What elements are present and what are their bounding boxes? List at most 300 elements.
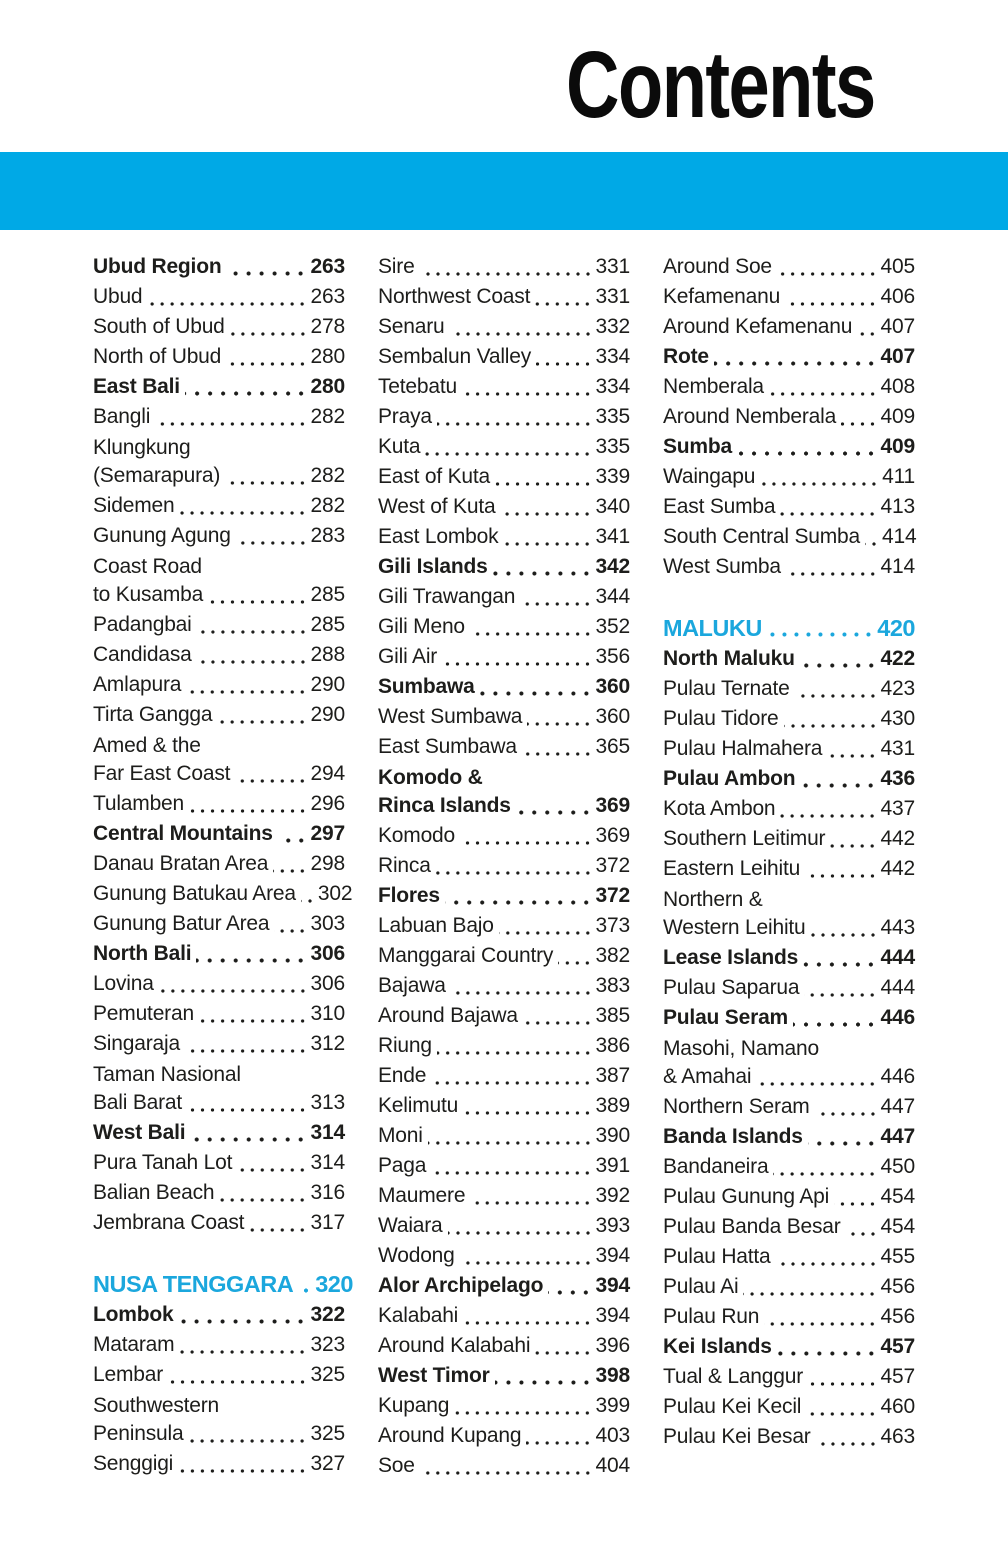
toc-entry-label-line1: Masohi, Namano	[663, 1037, 819, 1060]
toc-page-number: 320	[315, 1271, 353, 1297]
toc-entry-row	[663, 854, 915, 884]
toc-entry-label: Singaraja	[93, 1032, 180, 1055]
toc-entry-row	[663, 1212, 915, 1242]
toc-entry-row	[663, 1182, 915, 1212]
dot-leader	[155, 422, 307, 426]
toc-entry-label: Padangbai	[93, 613, 192, 636]
toc-entry-label: Komodo	[378, 824, 456, 847]
dot-leader	[827, 754, 877, 758]
toc-page-number: 404	[595, 1454, 630, 1477]
dot-leader	[523, 1021, 593, 1025]
toc-page-number: 288	[310, 643, 345, 666]
toc-entry-label: Bajawa	[378, 974, 446, 997]
dot-leader	[526, 1441, 592, 1445]
toc-entry-label: Northwest Coast	[378, 285, 531, 308]
toc-entry-label: Maumere	[378, 1184, 466, 1207]
toc-entry-row	[378, 1151, 630, 1181]
dot-leader	[786, 572, 878, 576]
toc-entry-row	[378, 252, 630, 282]
dot-leader	[806, 1412, 877, 1416]
dot-leader	[437, 422, 593, 426]
toc-page-number: 383	[595, 974, 630, 997]
toc-entry-label: Rinca	[378, 854, 431, 877]
toc-entry-row	[93, 1300, 345, 1330]
toc-page-number: 360	[595, 675, 630, 698]
toc-entry-row	[378, 582, 630, 612]
dot-leader	[804, 993, 877, 997]
dot-leader	[816, 1442, 878, 1446]
toc-page-number: 387	[595, 1064, 630, 1087]
toc-entry-label: Soe	[378, 1454, 415, 1477]
toc-entry-row	[93, 1029, 345, 1059]
toc-entry-row	[663, 1033, 915, 1092]
toc-page-number: 369	[595, 824, 630, 847]
toc-entry-label: Sembalun Valley	[378, 345, 532, 368]
dot-leader	[431, 1081, 592, 1085]
dot-leader	[420, 272, 593, 276]
toc-entry-row	[93, 610, 345, 640]
dot-leader	[188, 1439, 307, 1443]
toc-entry-label: Kupang	[378, 1394, 450, 1417]
toc-entry-row	[663, 492, 915, 522]
dot-leader	[460, 1261, 593, 1265]
toc-entry-row	[378, 1031, 630, 1061]
toc-page-number: 325	[310, 1422, 345, 1445]
toc-entry-label: Labuan Bajo	[378, 914, 494, 937]
toc-entry-label: Kalabahi	[378, 1304, 459, 1327]
toc-page-number: 316	[310, 1181, 345, 1204]
toc-entry-row	[663, 1003, 915, 1033]
toc-entry-label: Tirta Gangga	[93, 703, 213, 726]
toc-page-number: 457	[880, 1365, 915, 1388]
toc-entry-row	[378, 552, 630, 582]
toc-entry-row	[378, 1391, 630, 1421]
toc-entry-label: MALUKU	[663, 615, 762, 641]
toc-page-number: 456	[880, 1275, 915, 1298]
dot-leader	[527, 722, 592, 726]
toc-entry-row	[93, 372, 345, 402]
dot-leader	[857, 332, 877, 336]
toc-entry-label: NUSA TENGGARA	[93, 1271, 294, 1297]
toc-entry-label: Northern Seram	[663, 1095, 810, 1118]
toc-page-number: 430	[880, 707, 915, 730]
toc-entry-label: Jembrana Coast	[93, 1211, 245, 1234]
toc-entry-row	[663, 1242, 915, 1272]
toc-page-number: 443	[880, 916, 915, 939]
toc-entry-label: Paga	[378, 1154, 427, 1177]
dot-leader	[454, 1411, 592, 1415]
dot-leader	[189, 809, 308, 813]
toc-entry-row	[378, 732, 630, 762]
dot-leader	[428, 1141, 593, 1145]
toc-entry-row	[663, 462, 915, 492]
toc-entry-row	[663, 824, 915, 854]
dot-leader	[764, 1322, 877, 1326]
toc-entry-label: Senaru	[378, 315, 445, 338]
toc-entry-label: East Bali	[93, 375, 180, 398]
dot-leader	[737, 451, 878, 456]
dot-leader	[795, 694, 878, 698]
toc-entry-row	[93, 521, 345, 551]
toc-entry-row	[378, 1301, 630, 1331]
toc-entry-label: West Bali	[93, 1121, 186, 1144]
toc-page-number: 285	[310, 583, 345, 606]
toc-entry-row	[663, 704, 915, 734]
toc-page-number: 332	[595, 315, 630, 338]
toc-page-number: 372	[595, 884, 630, 907]
toc-entry-label: Gunung Agung	[93, 524, 231, 547]
toc-entry-row	[663, 734, 915, 764]
toc-entry-row	[378, 1271, 630, 1301]
dot-leader	[436, 871, 593, 875]
toc-entry-label-line1: Coast Road	[93, 555, 202, 578]
dot-leader	[197, 660, 308, 664]
toc-entry-label: Riung	[378, 1034, 432, 1057]
toc-page-number: 290	[310, 673, 345, 696]
dot-leader	[460, 841, 593, 845]
toc-page-number: 302	[317, 882, 353, 905]
dot-leader	[522, 752, 593, 756]
dot-leader	[784, 724, 878, 728]
toc-entry-label-line1: Klungkung	[93, 436, 191, 459]
toc-entry-row	[378, 1001, 630, 1031]
toc-page-number: 405	[880, 255, 915, 278]
dot-leader	[760, 482, 879, 486]
toc-page-number: 327	[310, 1452, 345, 1475]
dot-leader	[185, 1049, 308, 1053]
toc-page-number: 365	[595, 735, 630, 758]
dot-leader	[535, 1351, 592, 1355]
toc-entry-row	[93, 640, 345, 670]
toc-entry-label: Sidemen	[93, 494, 175, 517]
toc-page-number: 450	[880, 1155, 915, 1178]
toc-page-number: 403	[595, 1424, 630, 1447]
toc-page-number: 396	[595, 1334, 630, 1357]
dot-leader	[274, 929, 307, 933]
toc-page-number: 411	[882, 465, 915, 488]
toc-entry-label: Danau Bratan Area	[93, 852, 269, 875]
toc-page-number: 341	[595, 525, 630, 548]
toc-entry-label: Gunung Batur Area	[93, 912, 270, 935]
toc-page-number: 317	[310, 1211, 345, 1234]
toc-entry-row	[663, 674, 915, 704]
page-title: Contents	[566, 32, 875, 138]
toc-page-number: 407	[880, 315, 915, 338]
dot-leader	[808, 1141, 878, 1146]
dot-leader	[199, 1019, 308, 1023]
toc-entry-row	[378, 282, 630, 312]
toc-entry-row	[663, 644, 915, 674]
toc-entry-row	[663, 794, 915, 824]
toc-page-number: 423	[880, 677, 915, 700]
toc-entry-label: Senggigi	[93, 1452, 174, 1475]
dot-leader	[442, 662, 592, 666]
toc-page-number: 407	[880, 345, 915, 368]
toc-entry-row	[378, 1181, 630, 1211]
dot-leader	[226, 271, 307, 276]
toc-entry-label: Pemuteran	[93, 1002, 194, 1025]
toc-page-number: 391	[595, 1154, 630, 1177]
toc-entry-label-line1: Amed & the	[93, 734, 201, 757]
toc-entry-label: Around Nemberala	[663, 405, 837, 428]
toc-page-number: 306	[310, 942, 345, 965]
toc-entry-row	[93, 1178, 345, 1208]
toc-page-number: 356	[595, 645, 630, 668]
dot-leader	[535, 302, 592, 306]
toc-page-number: 408	[880, 375, 915, 398]
dot-leader	[278, 838, 308, 843]
toc-entry-label: Around Kupang	[378, 1424, 522, 1447]
toc-entry-row	[378, 1121, 630, 1151]
toc-entry-row	[378, 1421, 630, 1451]
dot-leader	[865, 542, 879, 546]
toc-entry-row	[663, 973, 915, 1003]
dot-leader	[230, 332, 308, 336]
toc-page-number: 409	[880, 405, 915, 428]
toc-entry-label: East Sumba	[663, 495, 776, 518]
toc-entry-label: Kota Ambon	[663, 797, 776, 820]
dot-leader	[225, 481, 307, 485]
dot-leader	[777, 1351, 878, 1356]
toc-page-number: 385	[595, 1004, 630, 1027]
dot-leader	[431, 1171, 592, 1175]
toc-entry-label: Moni	[378, 1124, 423, 1147]
toc-entry-label: Pulau Saparua	[663, 976, 800, 999]
toc-entry-row	[378, 342, 630, 372]
toc-entry-label: Gili Meno	[378, 615, 465, 638]
dot-leader	[805, 874, 877, 878]
toc-page-number: 335	[595, 405, 630, 428]
toc-entry-label: Pulau Ternate	[663, 677, 790, 700]
dot-leader	[196, 958, 307, 963]
toc-entry-row	[378, 851, 630, 881]
toc-entry-label: Pura Tanah Lot	[93, 1151, 233, 1174]
dot-leader	[425, 452, 592, 456]
toc-page-number: 455	[880, 1245, 915, 1268]
toc-entry-row	[378, 672, 630, 702]
toc-page-number: 460	[880, 1395, 915, 1418]
dot-leader	[217, 720, 307, 724]
dot-leader	[159, 989, 308, 993]
dot-leader	[536, 362, 593, 366]
dot-leader	[493, 571, 593, 576]
toc-page-number: 442	[880, 857, 915, 880]
dot-leader	[785, 302, 877, 306]
toc-entry-label: Bandaneira	[663, 1155, 769, 1178]
toc-entry-label: Pulau Gunung Api	[663, 1185, 830, 1208]
toc-page-number: 409	[880, 435, 915, 458]
toc-page-number: 335	[595, 435, 630, 458]
toc-page-number: 463	[880, 1425, 915, 1448]
dot-leader	[780, 814, 877, 818]
toc-page-number: 352	[595, 615, 630, 638]
toc-page-number: 334	[595, 375, 630, 398]
toc-page-number: 389	[595, 1094, 630, 1117]
toc-entry-row	[378, 881, 630, 911]
toc-entry-row	[663, 1122, 915, 1152]
toc-page-number: 393	[595, 1214, 630, 1237]
toc-entry-label: Lombok	[93, 1303, 174, 1326]
dot-leader	[185, 391, 308, 396]
toc-page-number: 314	[310, 1121, 345, 1144]
toc-page-number: 444	[880, 946, 915, 969]
toc-column	[663, 252, 915, 1481]
toc-page-number: 339	[595, 465, 630, 488]
toc-entry-label: Around Soe	[663, 255, 772, 278]
dot-leader	[743, 1292, 877, 1296]
toc-entry-label: Ubud	[93, 285, 143, 308]
toc-entry-label: Tulamben	[93, 792, 185, 815]
toc-page-number: 294	[310, 762, 345, 785]
toc-entry-row	[663, 312, 915, 342]
toc-entry-label: & Amahai	[663, 1065, 752, 1088]
dot-leader	[776, 1262, 878, 1266]
dot-leader	[503, 542, 592, 546]
dot-leader	[841, 422, 877, 426]
toc-entry-label: Alor Archipelago	[378, 1274, 544, 1297]
toc-entry-label: South of Ubud	[93, 315, 225, 338]
toc-page-number: 312	[310, 1032, 345, 1055]
toc-entry-label: Kelimutu	[378, 1094, 459, 1117]
dot-leader	[226, 362, 307, 366]
toc-entry-label: East of Kuta	[378, 465, 491, 488]
toc-entry-row	[93, 282, 345, 312]
toc-entry-label: Kei Islands	[663, 1335, 772, 1358]
toc-entry-row	[93, 312, 345, 342]
toc-page-number: 414	[880, 555, 915, 578]
toc-page-number: 456	[880, 1305, 915, 1328]
toc-entry-row	[93, 1390, 345, 1449]
toc-page-number: 369	[595, 794, 630, 817]
dot-leader	[470, 632, 593, 636]
toc-entry-label: Gili Air	[378, 645, 438, 668]
dot-leader	[186, 690, 307, 694]
toc-page-number: 282	[310, 405, 345, 428]
toc-entry-label: Lease Islands	[663, 946, 799, 969]
dot-leader	[450, 332, 593, 336]
toc-page-number: 280	[310, 345, 345, 368]
toc-entry-label: Wodong	[378, 1244, 455, 1267]
dot-leader	[236, 541, 308, 545]
dot-leader	[445, 900, 593, 905]
toc-entry-row	[663, 432, 915, 462]
toc-entry-label: Rote	[663, 345, 709, 368]
toc-entry-label: Pulau Run	[663, 1305, 760, 1328]
toc-entry-label: Ubud Region	[93, 255, 222, 278]
dot-leader	[773, 1172, 877, 1176]
toc-entry-row	[663, 1302, 915, 1332]
toc-entry-row	[663, 282, 915, 312]
toc-entry-label: Gunung Batukau Area	[93, 882, 296, 905]
toc-entry-row	[663, 943, 915, 973]
toc-entry-label: (Semarapura)	[93, 464, 221, 487]
toc-page-number: 313	[310, 1091, 345, 1114]
dot-leader	[197, 630, 308, 634]
dot-leader	[208, 600, 307, 604]
toc-entry-label: North of Ubud	[93, 345, 222, 368]
toc-entry-label: South Central Sumba	[663, 525, 860, 548]
toc-entry-row	[663, 252, 915, 282]
toc-entry-row	[93, 252, 345, 282]
dot-leader	[301, 899, 315, 903]
toc-entry-row	[663, 1392, 915, 1422]
toc-page-number: 437	[880, 797, 915, 820]
toc-entry-row	[93, 700, 345, 730]
toc-page-number: 334	[595, 345, 630, 368]
toc-entry-row	[378, 1451, 630, 1481]
toc-entry-row	[93, 999, 345, 1029]
dot-leader	[548, 1290, 592, 1295]
toc-page-number: 413	[880, 495, 915, 518]
dot-leader	[147, 302, 307, 306]
toc-entry-label: Ende	[378, 1064, 427, 1087]
toc-entry-row	[93, 939, 345, 969]
dot-leader	[793, 1022, 878, 1027]
toc-entry-label: Kefamenanu	[663, 285, 781, 308]
toc-chapter-row	[663, 612, 915, 644]
dot-leader	[235, 779, 307, 783]
toc-entry-row	[93, 432, 345, 491]
toc-entry-label: Bali Barat	[93, 1091, 183, 1114]
toc-entry-row	[378, 1091, 630, 1121]
toc-page-number: 398	[595, 1364, 630, 1387]
toc-entry-row	[378, 762, 630, 821]
toc-entry-row	[378, 1241, 630, 1271]
toc-entry-label-line1: Komodo &	[378, 766, 483, 789]
toc-entry-label: Candidasa	[93, 643, 192, 666]
toc-entry-label: Sumbawa	[378, 675, 475, 698]
toc-page-number: 297	[310, 822, 345, 845]
dot-leader	[179, 1350, 307, 1354]
toc-page-number: 392	[595, 1184, 630, 1207]
dot-leader	[495, 482, 593, 486]
dot-leader	[298, 1288, 312, 1293]
toc-entry-row	[378, 941, 630, 971]
toc-entry-row	[663, 372, 915, 402]
toc-entry-label: Tual & Langgur	[663, 1365, 804, 1388]
toc-page-number: 310	[310, 1002, 345, 1025]
toc-entry-label: Around Kefamenanu	[663, 315, 853, 338]
toc-entry-label: East Sumbawa	[378, 735, 517, 758]
dot-leader	[237, 1168, 307, 1172]
dot-leader	[516, 810, 593, 815]
toc-entry-label: Sumba	[663, 435, 733, 458]
toc-page-number: 394	[595, 1274, 630, 1297]
toc-entry-label-line1: Southwestern	[93, 1394, 220, 1417]
toc-entry-label: West of Kuta	[378, 495, 496, 518]
table-of-contents	[93, 252, 915, 1481]
toc-entry-label: Peninsula	[93, 1422, 184, 1445]
toc-entry-row	[378, 1361, 630, 1391]
toc-entry-row	[93, 1118, 345, 1148]
toc-page-number: 444	[880, 976, 915, 999]
dot-leader	[830, 844, 877, 848]
toc-page-number: 296	[310, 792, 345, 815]
toc-entry-label: Central Mountains	[93, 822, 273, 845]
dot-leader	[190, 1137, 307, 1142]
toc-entry-label: Tetebatu	[378, 375, 457, 398]
toc-page-number: 454	[880, 1185, 915, 1208]
dot-leader	[187, 1108, 308, 1112]
dot-leader	[249, 1228, 307, 1232]
toc-entry-label: Gili Islands	[378, 555, 488, 578]
dot-leader	[777, 272, 878, 276]
toc-entry-row	[378, 911, 630, 941]
toc-entry-label: Praya	[378, 405, 432, 428]
toc-entry-label: Kuta	[378, 435, 421, 458]
toc-entry-label: Balian Beach	[93, 1181, 215, 1204]
dot-leader	[800, 663, 878, 668]
